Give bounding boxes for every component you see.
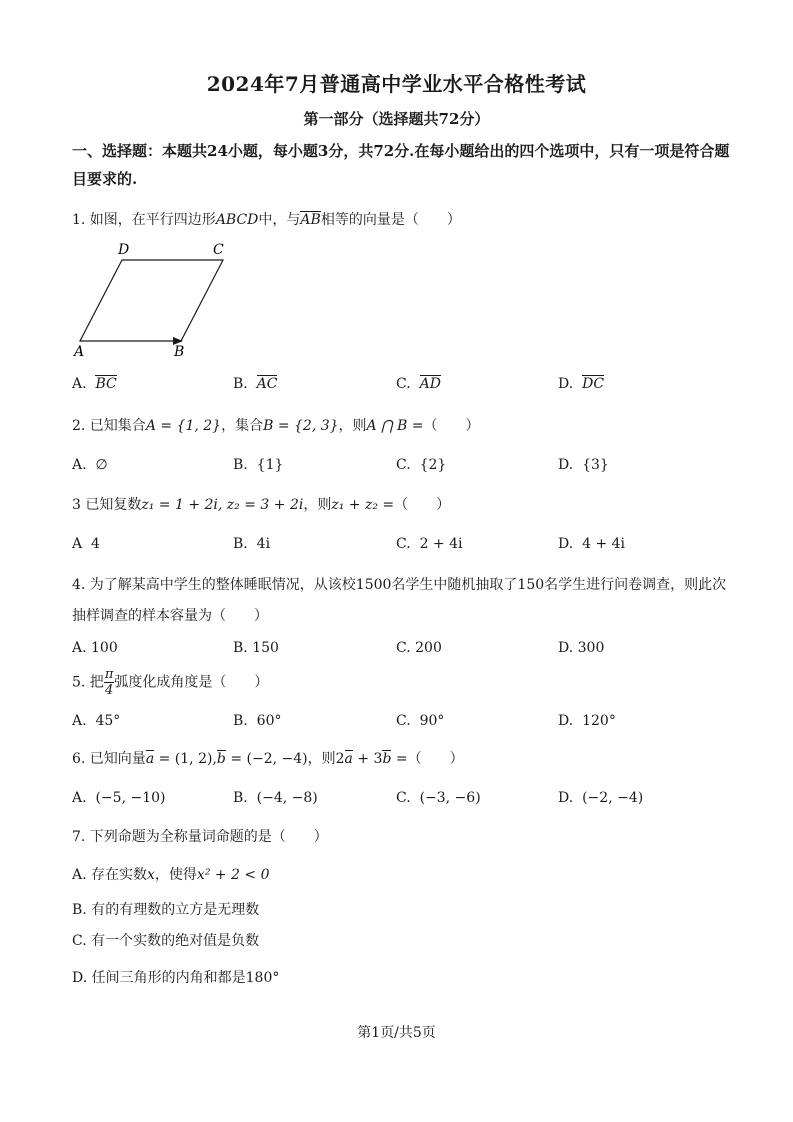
question-5 — [72, 667, 268, 698]
fraction-numerator: π — [104, 667, 114, 682]
q2-option-a[interactable] — [72, 457, 108, 473]
option-letter: D. — [558, 536, 574, 552]
option-text: 4 + 4i — [582, 536, 626, 552]
q1-prefix: 1. 如图，在平行四边形 — [72, 212, 216, 228]
option-text: 150 — [252, 640, 279, 656]
option-text: 4i — [256, 536, 271, 552]
option-vector: DC — [582, 376, 605, 392]
page-footer: 第1页/共5页 — [357, 1025, 436, 1041]
q4-option-b[interactable] — [233, 640, 279, 656]
q6-vector-b-value: = (−2, −4) — [225, 751, 308, 767]
q6-vector-a: a — [145, 751, 155, 767]
option-text: 120° — [582, 713, 616, 729]
option-text: {2} — [419, 457, 447, 473]
q7-option-a[interactable] — [72, 864, 270, 884]
figure-label-c: C — [213, 242, 224, 258]
q2-expression: A ⋂ B = — [366, 418, 424, 434]
q5-option-b[interactable] — [233, 713, 281, 729]
option-text: (−2, −4) — [582, 790, 644, 806]
option-text: 2 + 4i — [419, 536, 463, 552]
option-letter: B. — [233, 640, 248, 656]
option-letter: B. — [233, 376, 248, 392]
option-letter: D. — [558, 640, 574, 656]
option-letter: C. — [396, 457, 411, 473]
q7-variable-x: x — [147, 867, 155, 883]
option-letter: C. — [396, 376, 411, 392]
q3-middle: ，则 — [303, 497, 332, 513]
q6-equals: = — [391, 751, 408, 767]
q3-expression: z₁ = 1 + 2i, z₂ = 3 + 2i — [141, 497, 304, 513]
q1-vector: AB — [300, 212, 321, 228]
option-letter: B. — [233, 457, 248, 473]
q2-set-b: B = {2, 3} — [263, 418, 339, 434]
q6-option-c[interactable] — [396, 790, 481, 806]
option-text: 4 — [91, 536, 100, 552]
option-text: {1} — [256, 457, 284, 473]
q5-option-a[interactable] — [72, 713, 120, 729]
q1-option-b[interactable] — [233, 375, 277, 392]
option-text: A. 存在实数 — [72, 867, 148, 883]
option-letter: C. — [396, 536, 411, 552]
q5-fraction — [104, 667, 115, 698]
option-text: 200 — [415, 640, 442, 656]
question-2 — [72, 415, 480, 435]
option-letter: B. — [233, 536, 248, 552]
figure-label-b: B — [174, 344, 185, 360]
q1-option-a[interactable] — [72, 375, 117, 392]
q6-plus: + — [352, 751, 374, 767]
q2-option-d[interactable] — [558, 457, 609, 473]
q6-middle: ，则 — [307, 751, 336, 767]
option-text: (−4, −8) — [256, 790, 318, 806]
option-letter: D. — [558, 376, 574, 392]
q2-option-c[interactable] — [396, 457, 446, 473]
q6-option-b[interactable] — [233, 790, 318, 806]
figure-label-d: D — [118, 242, 130, 258]
option-text: 45° — [95, 713, 121, 729]
q4-option-a[interactable] — [72, 640, 118, 656]
q6-prefix: 6. 已知向量 — [72, 751, 146, 767]
q5-option-d[interactable] — [558, 713, 616, 729]
option-letter: D. — [558, 457, 574, 473]
q7-expression: x² + 2 < 0 — [196, 867, 270, 883]
option-text-mid: ，使得 — [154, 867, 197, 883]
q7-option-b[interactable]: B. 有的有理数的立方是无理数 — [72, 902, 260, 918]
option-text: (−5, −10) — [95, 790, 166, 806]
q2-set-a: A = {1, 2} — [145, 418, 222, 434]
option-letter: A. — [72, 790, 87, 806]
q7-angle-value: 180° — [245, 970, 280, 986]
option-text: 60° — [256, 713, 282, 729]
option-vector: AD — [419, 376, 441, 392]
q3-option-a[interactable] — [72, 536, 100, 552]
q1-shape: ABCD — [215, 212, 259, 228]
option-text: D. 任间三角形的内角和都是 — [72, 970, 246, 986]
option-letter: B. — [233, 713, 248, 729]
q5-suffix: 弧度化成角度是（ ） — [114, 674, 269, 691]
q3-option-d[interactable] — [558, 536, 625, 552]
option-letter: A. — [72, 640, 87, 656]
q6-vector-a-2: a — [344, 751, 353, 767]
option-letter: C. — [396, 790, 411, 806]
option-text: 300 — [577, 640, 605, 656]
q6-option-a[interactable] — [72, 790, 165, 806]
option-text: (−3, −6) — [419, 790, 481, 806]
q1-option-c[interactable] — [396, 375, 441, 392]
parallelogram-figure — [70, 238, 240, 363]
question-6 — [72, 748, 464, 768]
q1-suffix: 相等的向量是（ ） — [320, 212, 461, 228]
option-letter: A. — [72, 376, 87, 392]
option-letter: A. — [72, 457, 87, 473]
q1-middle: 中，与 — [258, 212, 301, 228]
q3-option-c[interactable] — [396, 536, 463, 552]
q6-suffix: （ ） — [407, 751, 464, 767]
parallelogram-shape — [80, 260, 223, 341]
question-7: 7. 下列命题为全称量词命题的是（ ） — [72, 829, 328, 845]
fraction-denominator: 4 — [104, 683, 114, 698]
q4-option-d[interactable] — [558, 640, 604, 656]
option-letter: D. — [558, 790, 574, 806]
q1-option-d[interactable] — [558, 375, 604, 392]
option-text: 100 — [91, 640, 118, 656]
q6-coef-a: 2 — [335, 751, 345, 767]
figure-label-a: A — [74, 344, 85, 360]
question-1 — [72, 209, 461, 229]
option-letter: C. — [396, 640, 411, 656]
q7-option-d[interactable] — [72, 967, 279, 987]
part-heading: 第一部分（选择题共72分） — [303, 110, 490, 128]
section-instructions: 一、选择题：本题共24小题，每小题3分，共72分.在每小题给出的四个选项中，只有一项是符合题目要求的. — [72, 142, 730, 188]
option-letter: A — [72, 536, 83, 552]
option-text: 90° — [419, 713, 445, 729]
question-3 — [72, 494, 450, 514]
q6-vector-a-value: = (1, 2), — [154, 751, 217, 767]
q3-prefix: 3 已知复数 — [72, 497, 142, 513]
q6-vector-b: b — [216, 751, 226, 767]
q3-expression-2: z₁ + z₂ = — [331, 497, 395, 513]
option-text: {3} — [582, 457, 609, 473]
option-vector: AC — [256, 376, 278, 392]
option-letter: A. — [72, 713, 87, 729]
q2-suffix: （ ） — [423, 418, 480, 434]
q6-option-d[interactable] — [558, 790, 643, 806]
q2-middle: ，集合 — [221, 418, 264, 434]
q4-option-c[interactable] — [396, 640, 442, 656]
q2-middle2: ，则 — [338, 418, 367, 434]
q5-option-c[interactable] — [396, 713, 444, 729]
q5-prefix: 5. 把 — [72, 674, 104, 691]
option-letter: C. — [396, 713, 411, 729]
option-text: ∅ — [95, 457, 108, 473]
q7-option-c[interactable]: C. 有一个实数的绝对值是负数 — [72, 933, 260, 949]
q6-coef-b: 3 — [373, 751, 383, 767]
q3-option-b[interactable] — [233, 536, 270, 552]
q6-vector-b-2: b — [382, 751, 392, 767]
question-4: 4. 为了解某高中学生的整体睡眠情况，从该校1500名学生中随机抽取了150名学生进行问卷调查，则此次抽样调查的样本容量为（ ） — [72, 577, 727, 624]
option-letter: D. — [558, 713, 574, 729]
option-vector: BC — [95, 376, 117, 392]
q3-suffix: （ ） — [394, 497, 451, 513]
option-letter: B. — [233, 790, 248, 806]
exam-title: 2024年7月普通高中学业水平合格性考试 — [206, 72, 587, 96]
q2-option-b[interactable] — [233, 457, 283, 473]
q2-prefix: 2. 已知集合 — [72, 418, 146, 434]
